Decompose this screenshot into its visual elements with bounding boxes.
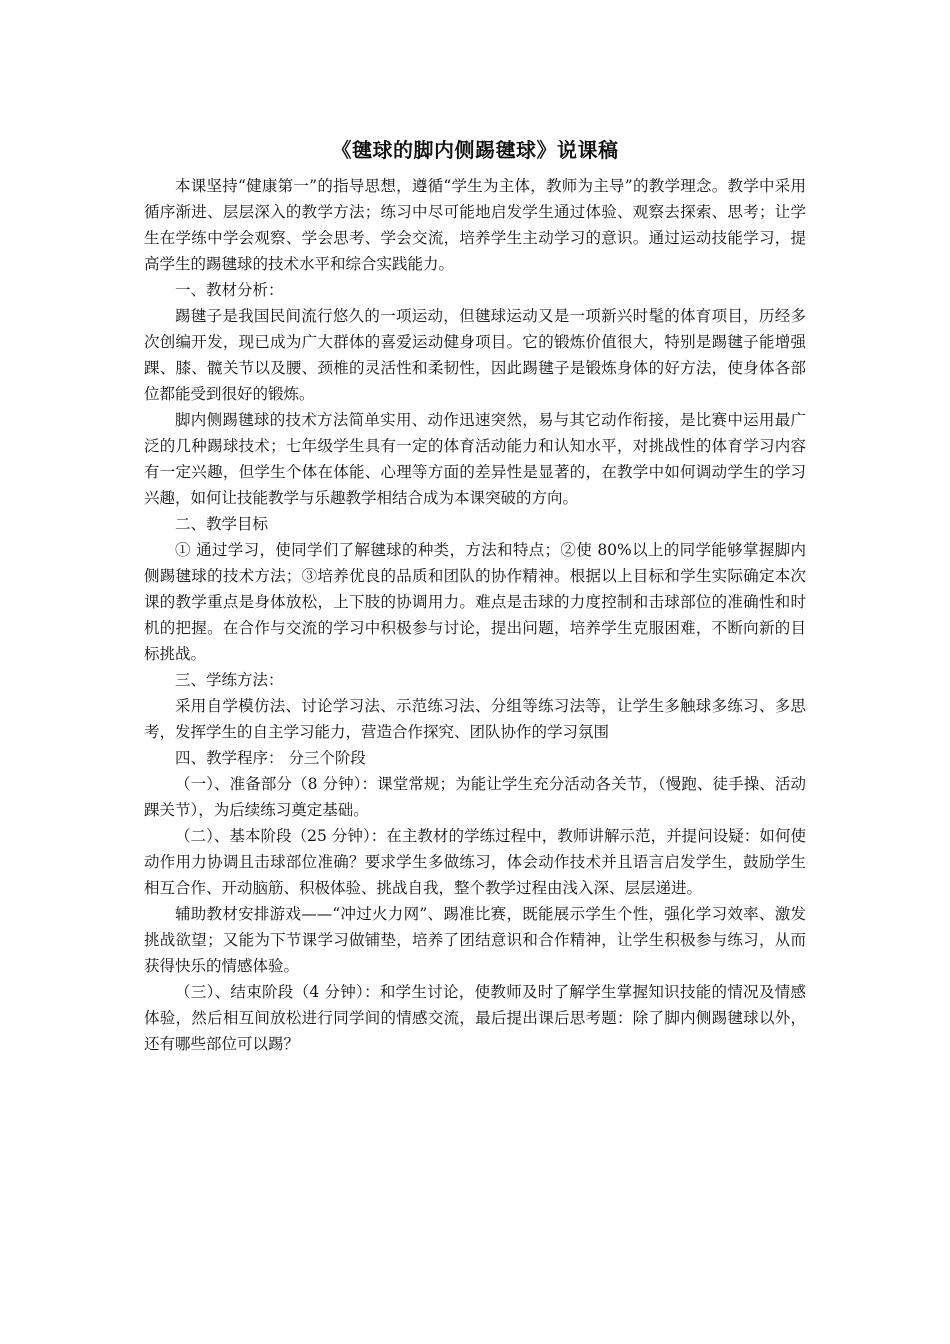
methods-paragraph: 采用自学模仿法、讨论学习法、示范练习法、分组等练习法等，让学生多触球多练习、多思考，发挥学生的自主学习能力，营造合作探究、团队协作的学习氛围 bbox=[144, 697, 806, 741]
material-paragraph-1: 踢毽子是我国民间流行悠久的一项运动，但毽球运动又是一项新兴时髦的体育项目，历经多次创编开发，现已成为广大群体的喜爱运动健身项目。它的锻炼价值很大，特别是踢毽子能增强踝、膝、髋关节以及腰、颈椎的灵活性和柔韧性，因此踢毽子是锻炼身体的好方法，使身体各部位都能受到很好的锻炼。 bbox=[144, 307, 806, 403]
section-heading-teaching-goals: 二、教学目标 bbox=[175, 515, 269, 533]
section-heading-learning-methods: 三、学练方法： bbox=[175, 671, 284, 689]
procedure-games-paragraph: 辅助教材安排游戏——“冲过火力网”、踢准比赛，既能展示学生个性，强化学习效率、激发挑战欲望；又能为下节课学习做铺垫，培养了团结意识和合作精神，让学生积极参与练习，从而获得快乐的情感体验。 bbox=[144, 905, 806, 975]
goals-paragraph: ① 通过学习，使同学们了解毽球的种类，方法和特点；②使 80%以上的同学能够掌握脚内侧踢毽球的技术方法；③培养优良的品质和团队的协作精神。根据以上目标和学生实际确定本次课的教学重点是身体放松，上下肢的协调用力。难点是击球的力度控制和击球部位的准确性和时机的把握。在合作与交流的学习中积极参与讨论，提出问题，培养学生克服困难，不断向新的目标挑战。 bbox=[144, 541, 806, 663]
document-title: 《毽球的脚内侧踢毽球》说课稿 bbox=[331, 138, 619, 162]
document-body bbox=[144, 133, 806, 1057]
procedure-preparation-paragraph: （一）、准备部分（8 分钟）：课堂常规；为能让学生充分活动各关节，（慢跑、徒手操、活动踝关节），为后续练习奠定基础。 bbox=[144, 775, 806, 819]
section-heading-material-analysis: 一、教材分析： bbox=[175, 281, 284, 299]
intro-paragraph: 本课坚持“健康第一”的指导思想，遵循“学生为主体，教师为主导”的教学理念。教学中采用循序渐进、层层深入的教学方法；练习中尽可能地启发学生通过体验、观察去探索、思考；让学生在学练中学会观察、学会思考、学会交流，培养学生主动学习的意识。通过运动技能学习，提高学生的踢毽球的技术水平和综合实践能力。 bbox=[144, 177, 806, 273]
procedure-basic-paragraph: （二）、基本阶段（25 分钟）：在主教材的学练过程中，教师讲解示范，并提问设疑：如何使动作用力协调且击球部位准确？要求学生多做练习，体会动作技术并且语言启发学生，鼓励学生相互合作、开动脑筋、积极体验、挑战自我，整个教学过程由浅入深、层层递进。 bbox=[144, 827, 806, 897]
section-heading-teaching-procedure: 四、教学程序： 分三个阶段 bbox=[175, 749, 366, 767]
material-paragraph-2: 脚内侧踢毽球的技术方法简单实用、动作迅速突然，易与其它动作衔接，是比赛中运用最广泛的几种踢球技术；七年级学生具有一定的体育活动能力和认知水平，对挑战性的体育学习内容有一定兴趣，但学生个体在体能、心理等方面的差异性是显著的，在教学中如何调动学生的学习兴趣，如何让技能教学与乐趣教学相结合成为本课突破的方向。 bbox=[144, 411, 806, 507]
procedure-ending-paragraph: （三）、结束阶段（4 分钟）：和学生讨论，使教师及时了解学生掌握知识技能的情况及情感体验，然后相互间放松进行同学间的情感交流，最后提出课后思考题：除了脚内侧踢毽球以外，还有哪些部位可以踢？ bbox=[144, 983, 806, 1053]
